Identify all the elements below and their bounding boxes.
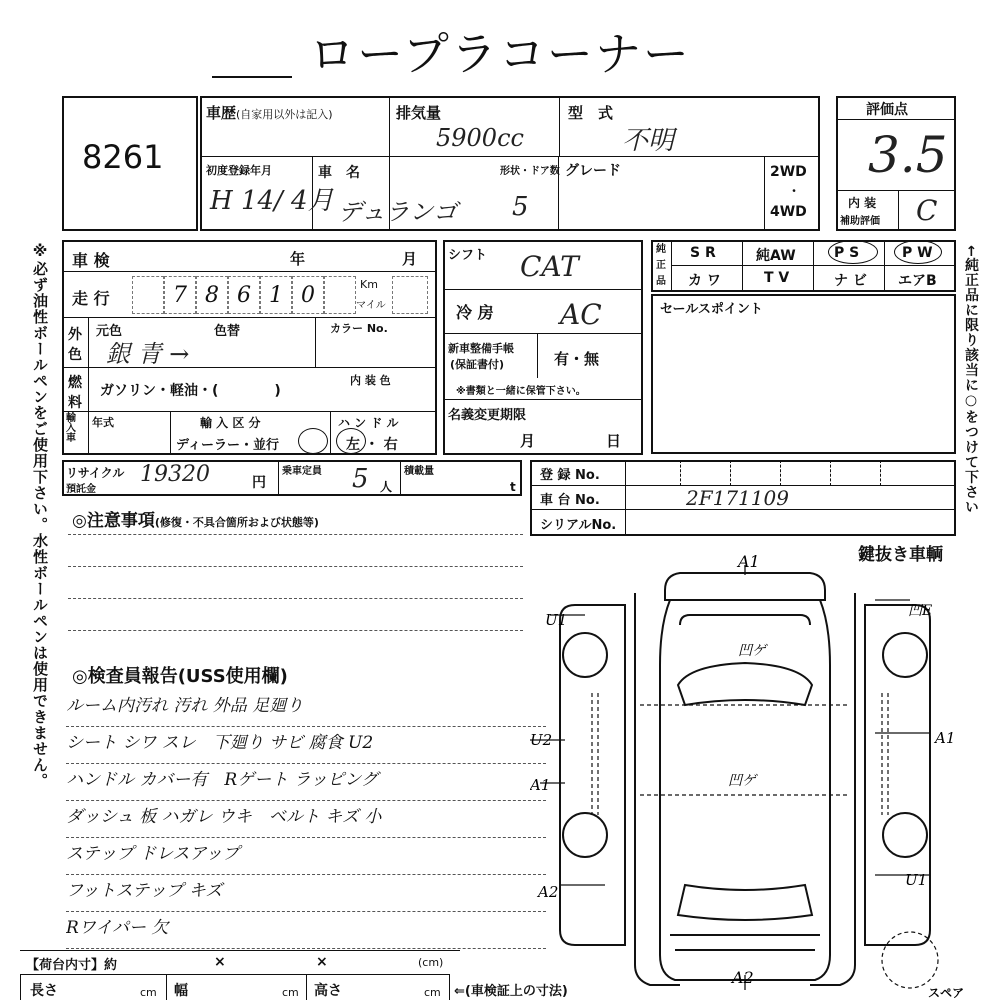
model-value: 不明 bbox=[622, 126, 675, 156]
lot-number: 8261 bbox=[82, 138, 164, 176]
inspector-report-line: シート シワ スレ 下廻り サビ 腐食 U2 bbox=[66, 727, 546, 764]
interior-color-label: 内 装 色 bbox=[350, 374, 391, 387]
import-type-options: ディーラー・並行 bbox=[176, 438, 279, 453]
mileage-label: 走 行 bbox=[72, 289, 110, 308]
cargo-length-cm: cm bbox=[140, 986, 157, 999]
displacement-value: 5900cc bbox=[436, 124, 524, 152]
mileage-digit: 8 bbox=[196, 276, 228, 314]
shape-doors-value: 5 bbox=[512, 192, 529, 222]
interior-score-sub: 補助評価 bbox=[840, 216, 880, 227]
mileage-unit-km: Km bbox=[360, 278, 378, 291]
recycle-value: 19320 bbox=[140, 462, 210, 487]
car-damage-diagram bbox=[530, 545, 1000, 1000]
genuine-label3: 品 bbox=[656, 276, 666, 287]
import-label: 輸入車 bbox=[66, 413, 76, 444]
ext-color-change: 色替 bbox=[214, 324, 241, 339]
aircon-label: 冷 房 bbox=[456, 303, 494, 322]
inspection-label: 車 検 bbox=[72, 251, 110, 270]
cargo-unit: (cm) bbox=[418, 956, 444, 969]
ext-color-label2: 色 bbox=[68, 347, 82, 363]
diagram-spare-label: スペア bbox=[928, 986, 965, 1000]
score-value: 3.5 bbox=[868, 126, 948, 184]
diagram-right-label-dent: 凹E bbox=[908, 603, 933, 619]
genuine-pw: P W bbox=[902, 245, 933, 261]
aircon-value: AC bbox=[560, 298, 602, 331]
diagram-left-label-a2: A2 bbox=[538, 883, 559, 901]
first-reg-value: H 14/ 4月 bbox=[210, 186, 334, 216]
car-name-label: 車 名 bbox=[318, 165, 360, 181]
diagram-left-label-u2: U2 bbox=[530, 731, 553, 749]
history-label: 車歴(自家用以外は記入) bbox=[206, 104, 333, 122]
model-label: 型 式 bbox=[568, 104, 614, 122]
inspector-report-line: ダッシュ 板 ハガレ ウキ ベルト キズ 小 bbox=[66, 801, 546, 838]
genuine-ps: P S bbox=[834, 245, 860, 261]
load-label: 積載量 bbox=[404, 466, 434, 477]
genuine-aw: 純AW bbox=[756, 248, 796, 264]
genuine-label1: 純 bbox=[656, 244, 666, 255]
genuine-navi: ナ ビ bbox=[834, 273, 867, 289]
sales-points-box bbox=[651, 294, 956, 454]
maintenance-note: ※書類と一緒に保管下さい。 bbox=[456, 386, 586, 397]
diagram-bottom-label: A2 bbox=[732, 968, 754, 987]
mileage-digit: 1 bbox=[260, 276, 292, 314]
diagram-roof-label: 凹ゲ bbox=[728, 773, 756, 789]
diagram-top-label: A1 bbox=[738, 552, 760, 571]
genuine-airbag: エアB bbox=[898, 273, 937, 289]
recycle-unit: 円 bbox=[252, 475, 266, 491]
handle-options: 左 ・ 右 bbox=[346, 437, 398, 453]
cargo-height-cm: cm bbox=[424, 986, 441, 999]
drive-dot: ・ bbox=[788, 184, 801, 198]
import-year-label: 年式 bbox=[92, 416, 114, 429]
capacity-value: 5 bbox=[352, 464, 369, 494]
cargo-height: 高さ bbox=[314, 983, 342, 999]
handle-label: ハ ン ド ル bbox=[338, 416, 399, 430]
sales-points-label: セールスポイント bbox=[660, 302, 763, 317]
inspector-report-line: ステップ ドレスアップ bbox=[66, 838, 546, 875]
cargo-x1: × bbox=[214, 954, 226, 970]
capacity-label: 乗車定員 bbox=[282, 466, 322, 477]
shape-doors-label: 形状・ドア数 bbox=[500, 166, 560, 177]
mileage-digits bbox=[132, 276, 358, 314]
inspector-report-lines bbox=[66, 690, 546, 950]
mileage-digit: 7 bbox=[164, 276, 196, 314]
key-removed-label: 鍵抜き車輌 bbox=[858, 545, 943, 565]
capacity-unit: 人 bbox=[380, 480, 393, 494]
load-unit: t bbox=[510, 480, 516, 494]
genuine-label2: 正 bbox=[656, 260, 666, 271]
cargo-width: 幅 bbox=[174, 983, 188, 999]
ext-color-label1: 外 bbox=[68, 327, 82, 343]
maintenance-label2: (保証書付) bbox=[450, 358, 505, 371]
maintenance-label1: 新車整備手帳 bbox=[448, 342, 514, 355]
diagram-hood-label: 凹ゲ bbox=[738, 643, 766, 659]
left-note: ※必ず油性ボールペンをご使用下さい。水性ボールペンは使用できません。 bbox=[31, 242, 49, 789]
shift-label: シフト bbox=[448, 248, 488, 263]
chassis-no-value: 2F171109 bbox=[686, 486, 789, 510]
cargo-width-cm: cm bbox=[282, 986, 299, 999]
cargo-length: 長さ bbox=[30, 983, 58, 999]
mileage-digit bbox=[324, 276, 356, 314]
ext-color-value: 銀 青 → bbox=[106, 340, 190, 368]
serial-no-label: シリアルNo. bbox=[540, 518, 617, 533]
title-underline bbox=[212, 76, 292, 78]
cargo-note: ⇐(車検証上の寸法) bbox=[454, 984, 568, 999]
score-label: 評価点 bbox=[866, 102, 908, 118]
reg-no-label: 登 録 No. bbox=[540, 468, 600, 483]
grade-label: グレード bbox=[565, 163, 621, 179]
diagram-right-label-u1: U1 bbox=[905, 871, 928, 889]
fuel-options: ガソリン・軽油・( ) bbox=[100, 383, 281, 399]
inspector-report-label: ◎検査員報告(USS使用欄) bbox=[72, 666, 288, 687]
name-change-month: 月 bbox=[520, 432, 536, 450]
name-change-day: 日 bbox=[606, 432, 622, 450]
inspector-report-line: ハンドル カバー有 Rゲート ラッピング bbox=[66, 764, 546, 801]
drive-2wd: 2WD bbox=[770, 164, 807, 180]
interior-score-label: 内 装 bbox=[848, 196, 877, 210]
mileage-digit: 0 bbox=[292, 276, 324, 314]
genuine-leather: カ ワ bbox=[688, 273, 721, 289]
displacement-label: 排気量 bbox=[396, 104, 442, 122]
fuel-label2: 料 bbox=[68, 395, 82, 411]
car-name-value: デュランゴ bbox=[338, 198, 458, 226]
mileage-digit: 6 bbox=[228, 276, 260, 314]
inspection-year: 年 bbox=[290, 250, 306, 268]
maintenance-options: 有・無 bbox=[554, 350, 600, 368]
fuel-label1: 燃 bbox=[68, 375, 82, 391]
chassis-no-label: 車 台 No. bbox=[540, 493, 600, 508]
ext-color-orig: 元色 bbox=[96, 324, 123, 339]
shift-value: CAT bbox=[520, 250, 579, 283]
notes-header: ◎注意事項(修復・不具合箇所および状態等) bbox=[72, 511, 319, 531]
import-type-label: 輸 入 区 分 bbox=[200, 416, 261, 430]
cargo-x2: × bbox=[316, 954, 328, 970]
drive-4wd: 4WD bbox=[770, 204, 807, 220]
page-title: ロープラコーナー bbox=[309, 27, 691, 81]
genuine-sr: S R bbox=[690, 245, 716, 261]
mileage-digit bbox=[132, 276, 164, 314]
recycle-label2: 預託金 bbox=[66, 484, 96, 495]
diagram-right-label-a1: A1 bbox=[935, 729, 956, 747]
recycle-label1: リサイクル bbox=[66, 466, 125, 480]
inspector-report-line: Rワイパー 欠 bbox=[66, 912, 546, 949]
mileage-unit-mile: マイル bbox=[356, 300, 386, 311]
inspector-report-line: フットステップ キズ bbox=[66, 875, 546, 912]
diagram-left-label-a1: A1 bbox=[530, 776, 551, 794]
name-change-label: 名義変更期限 bbox=[448, 408, 527, 423]
right-note: ←純正品に限り該当に○をつけて下さい bbox=[963, 245, 979, 515]
interior-score-value: C bbox=[916, 194, 938, 227]
first-reg-label: 初度登録年月 bbox=[206, 164, 272, 177]
inspector-report-line: ルーム内汚れ 汚れ 外品 足廻り bbox=[66, 690, 546, 727]
genuine-tv: T V bbox=[764, 270, 790, 286]
ext-color-no: カラー No. bbox=[330, 322, 388, 335]
inspection-month: 月 bbox=[402, 250, 418, 268]
cargo-label: 【荷台内寸】約 bbox=[26, 958, 118, 973]
diagram-left-label-u1: U1 bbox=[545, 611, 568, 629]
